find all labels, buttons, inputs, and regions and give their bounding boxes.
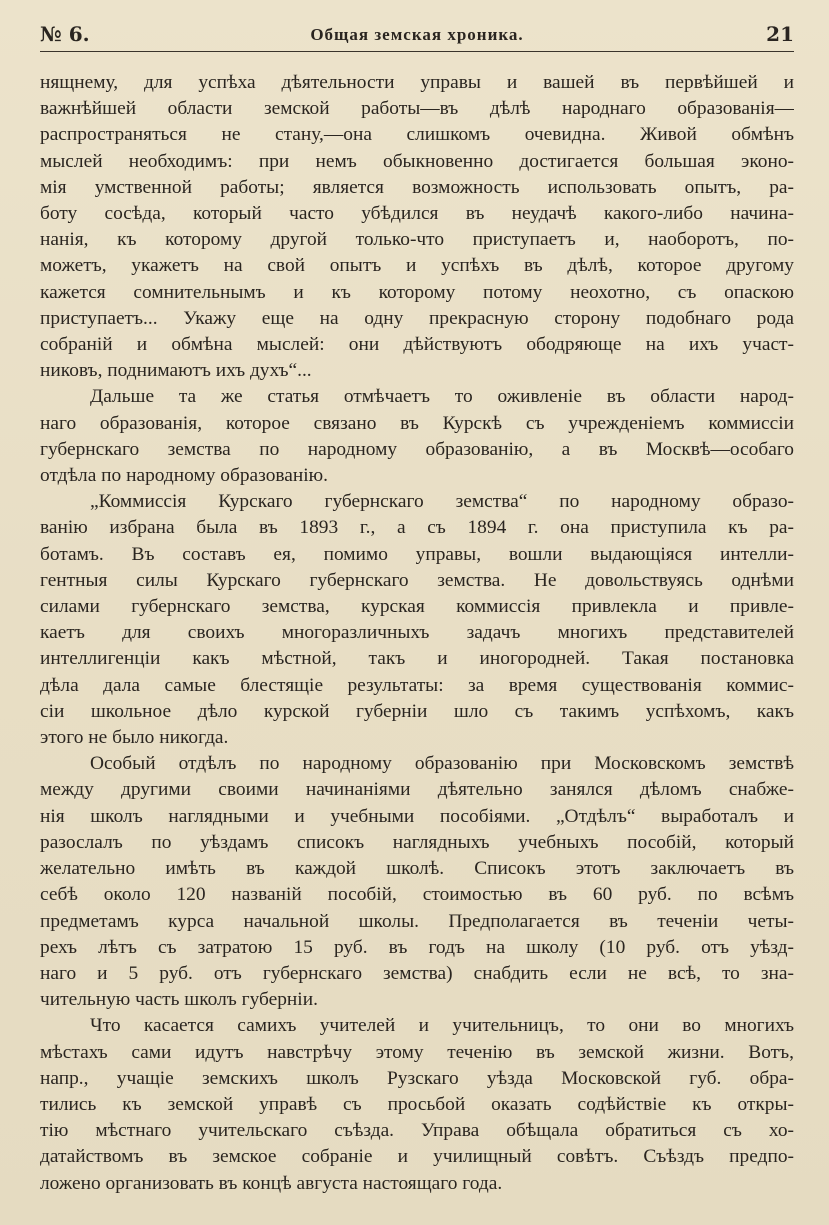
text-line: интеллигенціи какъ мѣстной, такъ и иногородней. Такая постановка bbox=[40, 648, 794, 670]
text-line: мыслей необходимъ: при немъ обыкновенно достигается большая эконо- bbox=[40, 150, 794, 172]
text-line: Особый отдѣлъ по народному образованію при Московскомъ земствѣ bbox=[90, 753, 794, 775]
issue-number: № 6. bbox=[40, 22, 90, 46]
text-line: силами губернскаго земства, курская коммиссія привлекла и привле- bbox=[40, 596, 794, 618]
text-line: никовъ, поднимаютъ ихъ духъ“... bbox=[40, 360, 312, 382]
text-line: ложено организовать въ концѣ августа настоящаго года. bbox=[40, 1172, 503, 1194]
text-line: собраній и обмѣна мыслей: они дѣйствуютъ ободряюще на ихъ участ- bbox=[40, 334, 794, 356]
header-rule bbox=[40, 51, 794, 52]
section-title: Общая земская хроника. bbox=[310, 25, 524, 44]
text-line: между другими своими начинаніями дѣятельно занялся дѣломъ снабже- bbox=[40, 779, 794, 801]
body-text bbox=[40, 70, 794, 1197]
paragraph bbox=[40, 384, 794, 489]
text-line: предметамъ курса начальной школы. Предполагается въ теченіи четы- bbox=[40, 910, 794, 932]
text-line: разослалъ по уѣздамъ списокъ наглядныхъ учебныхъ пособій, который bbox=[40, 831, 794, 853]
text-line: нанія, къ которому другой только-что приступаетъ и, наоборотъ, по- bbox=[40, 229, 794, 251]
text-line: нящнему, для успѣха дѣятельности управы и вашей въ первѣйшей и bbox=[40, 72, 794, 93]
text-line: сіи школьное дѣло курской губерніи шло съ такимъ успѣхомъ, какъ bbox=[40, 700, 794, 722]
text-line: каетъ для своихъ многоразличныхъ задачъ многихъ представителей bbox=[40, 622, 794, 644]
text-line: кажется сомнительнымъ и къ которому потому неохотно, съ опаскою bbox=[40, 281, 794, 303]
text-line: напр., учащіе земскихъ школъ Рузскаго уѣзда Московской губ. обра- bbox=[40, 1067, 794, 1089]
text-line: отдѣла по народному образованію. bbox=[40, 465, 329, 487]
text-line: чительную часть школъ губерніи. bbox=[40, 989, 318, 1011]
text-line: важнѣйшей области земской работы—въ дѣлѣ народнаго образованія— bbox=[40, 98, 794, 120]
paragraph bbox=[40, 751, 794, 1013]
text-line: желательно имѣть въ каждой школѣ. Списокъ этотъ заключаетъ въ bbox=[40, 858, 794, 880]
text-line: гентныя силы Курскаго губернскаго земства. Не довольствуясь однѣми bbox=[40, 569, 794, 591]
text-line: рехъ лѣтъ съ затратою 15 руб. въ годъ на школу (10 руб. отъ уѣзд- bbox=[40, 936, 794, 958]
text-line: „Коммиссія Курскаго губернскаго земства“ по народному образо- bbox=[90, 491, 794, 513]
text-line: приступаетъ... Укажу еще на одну прекрасную сторону подобнаго рода bbox=[40, 307, 794, 329]
text-line: датайствомъ въ земское собраніе и училищный совѣтъ. Съѣздъ предпо- bbox=[40, 1146, 794, 1168]
text-line: Что касается самихъ учителей и учительницъ, то они во многихъ bbox=[90, 1015, 794, 1037]
text-line: мѣстахъ сами идутъ навстрѣчу этому теченію въ земской жизни. Вотъ, bbox=[40, 1041, 794, 1063]
paragraph bbox=[40, 489, 794, 751]
page-number: 21 bbox=[766, 22, 794, 46]
text-line: дѣла дала самые блестящіе результаты: за время существованія коммис- bbox=[40, 674, 794, 696]
text-line: тились къ земской управѣ съ просьбой оказать содѣйствіе къ откры- bbox=[40, 1093, 794, 1115]
text-line: ванію избрана была въ 1893 г., а съ 1894 г. она приступила къ ра- bbox=[40, 517, 794, 539]
text-line: нія школъ наглядными и учебными пособіями. „Отдѣлъ“ выработалъ и bbox=[40, 805, 794, 827]
text-line: Дальше та же статья отмѣчаетъ то оживленіе въ области народ- bbox=[90, 386, 794, 408]
text-line: губернскаго земства по народному образованію, а въ Москвѣ—особаго bbox=[40, 438, 794, 460]
text-line: тію мѣстнаго учительскаго съѣзда. Управа обѣщала обратиться съ хо- bbox=[40, 1120, 794, 1142]
text-line: себѣ около 120 названій пособій, стоимостью въ 60 руб. по всѣмъ bbox=[40, 884, 794, 906]
text-line: наго и 5 руб. отъ губернскаго земства) снабдить если не всѣ, то зна- bbox=[40, 962, 794, 984]
text-line: распространяться не стану,—она слишкомъ очевидна. Живой обмѣнъ bbox=[40, 124, 794, 146]
paragraph bbox=[40, 1013, 794, 1196]
paragraph bbox=[40, 70, 794, 384]
text-line: ботамъ. Въ составъ ея, помимо управы, вошли выдающіяся интелли- bbox=[40, 543, 794, 565]
running-header bbox=[40, 20, 794, 52]
text-line: можетъ, укажетъ на свой опытъ и успѣхъ въ дѣлѣ, которое другому bbox=[40, 255, 794, 277]
text-line: этого не было никогда. bbox=[40, 727, 229, 749]
text-line: боту сосѣда, который часто убѣдился въ неудачѣ какого-либо начина- bbox=[40, 203, 794, 225]
text-line: наго образованія, которое связано въ Курскѣ съ учрежденіемъ коммиссіи bbox=[40, 412, 794, 434]
text-line: мія умственной работы; является возможность использовать опытъ, ра- bbox=[40, 176, 794, 198]
